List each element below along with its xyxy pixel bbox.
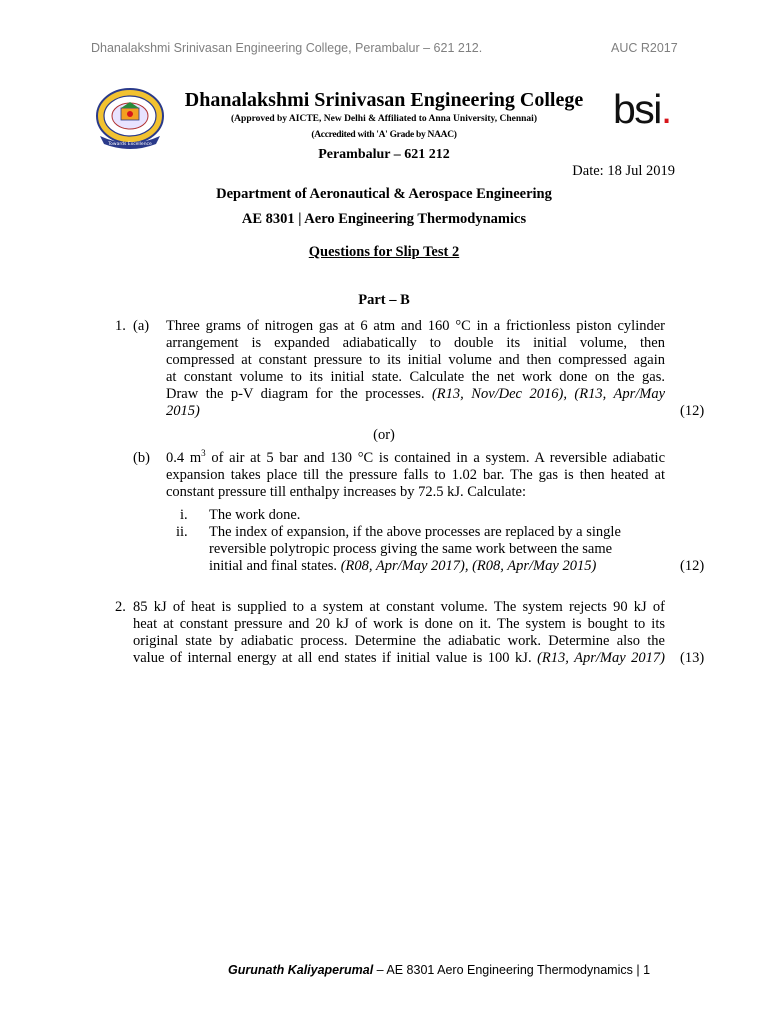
course-title: AE 8301 | Aero Engineering Thermodynamics	[241, 211, 527, 227]
question-1a-line	[166, 386, 665, 403]
date: Date: 18 Jul 2019	[572, 163, 675, 179]
subitem-text-end: initial and final states.	[209, 558, 338, 574]
running-header-regulation: AUC R2017	[611, 41, 678, 55]
running-header-college: Dhanalakshmi Srinivasan Engineering College, Perambalur – 621 212.	[91, 41, 483, 55]
footer-course: AE 8301 Aero Engineering Thermodynamics	[386, 963, 633, 977]
question-1a-reference-cont: 2015)	[166, 403, 200, 419]
department-title: Department of Aeronautical & Aerospace Engineering	[216, 186, 552, 202]
question-2-line: 85 kJ of heat is supplied to a system at constant volume. The system rejects 90 kJ of	[133, 599, 665, 615]
question-1b-line: constant pressure till enthalpy increases by 72.5 kJ. Calculate:	[166, 484, 526, 500]
footer-separator: |	[632, 963, 644, 977]
question-1a-line: compressed at constant pressure to its initial volume and then compressed again	[166, 352, 665, 368]
college-logo	[94, 86, 166, 152]
question-1b-label: (b)	[133, 450, 150, 466]
question-1b-reference: (R08, Apr/May 2017), (R08, Apr/May 2015)	[340, 558, 597, 574]
or-separator: (or)	[373, 427, 395, 443]
question-1b-line: expansion takes place till the pressure falls to 1.02 bar. The gas is then heated at	[166, 467, 665, 483]
question-1a-line: at constant volume to its initial state. Calculate the net work done on the gas.	[166, 369, 665, 385]
page-footer	[228, 963, 650, 977]
subitem-number: ii.	[176, 524, 188, 540]
question-1a-line: arrangement is expanded adiabatically to double its initial volume, then	[166, 335, 665, 351]
question-2-marks: (13)	[680, 650, 705, 666]
question-2-line: heat at constant pressure and 20 kJ of work is done on it. The system is bought to its	[133, 616, 665, 632]
logo-motto: Towards Excellence	[108, 142, 152, 147]
question-2-text	[133, 599, 665, 667]
bsi-logo-text: bsi	[613, 86, 661, 132]
question-1a-text	[166, 318, 665, 420]
part-heading: Part – B	[358, 292, 410, 308]
question-1a-label: (a)	[133, 318, 150, 334]
subitem-text: reversible polytropic process giving the same work between the same	[209, 541, 613, 557]
question-1b-marks: (12)	[680, 558, 705, 574]
test-title: Questions for Slip Test 2	[308, 244, 460, 260]
question-1-number: 1.	[115, 318, 126, 334]
question-2-line-text: value of internal energy at all end states if initial value is 100 kJ.	[133, 650, 532, 666]
question-2-line	[133, 650, 665, 667]
question-1b-text	[166, 450, 665, 501]
question-1b-volume-exponent: 3	[201, 448, 206, 459]
college-location: Perambalur – 621 212	[318, 147, 450, 162]
accreditation-line: (Accredited with 'A' Grade by NAAC)	[311, 130, 457, 140]
question-1a-line	[166, 403, 665, 420]
question-1a-reference: (R13, Nov/Dec 2016), (R13, Apr/May	[431, 386, 666, 402]
footer-author: Gurunath Kaliyaperumal	[228, 963, 374, 977]
bsi-logo	[613, 86, 671, 132]
subitem-text: The index of expansion, if the above processes are replaced by a single	[209, 524, 621, 540]
question-1b-line	[166, 450, 665, 467]
approval-line: (Approved by AICTE, New Delhi & Affiliated to Anna University, Chennai)	[231, 114, 537, 124]
question-1a-line-text: Draw the p-V diagram for the processes.	[166, 386, 425, 402]
subitem-text-block	[209, 524, 649, 575]
question-1b-line-text: of air at 5 bar and 130 °C is contained in a system. A reversible adiabatic	[205, 450, 666, 466]
subitem-text	[209, 558, 649, 575]
bsi-logo-dot: .	[660, 86, 671, 132]
question-1b-volume: 0.4 m	[166, 450, 202, 466]
college-name: Dhanalakshmi Srinivasan Engineering College	[184, 89, 584, 111]
question-2-reference: (R13, Apr/May 2017)	[537, 650, 665, 666]
subitem-text: The work done.	[209, 507, 301, 523]
subitem-number: i.	[180, 507, 188, 523]
footer-dash: –	[373, 963, 387, 977]
page-number: 1	[643, 963, 651, 977]
question-2-number: 2.	[115, 599, 126, 615]
question-1a-marks: (12)	[680, 403, 705, 419]
question-1a-line: Three grams of nitrogen gas at 6 atm and 160 °C in a frictionless piston cylinder	[166, 318, 665, 334]
question-2-line: original state by adiabatic process. Determine the adiabatic work. Determine also the	[133, 633, 665, 649]
